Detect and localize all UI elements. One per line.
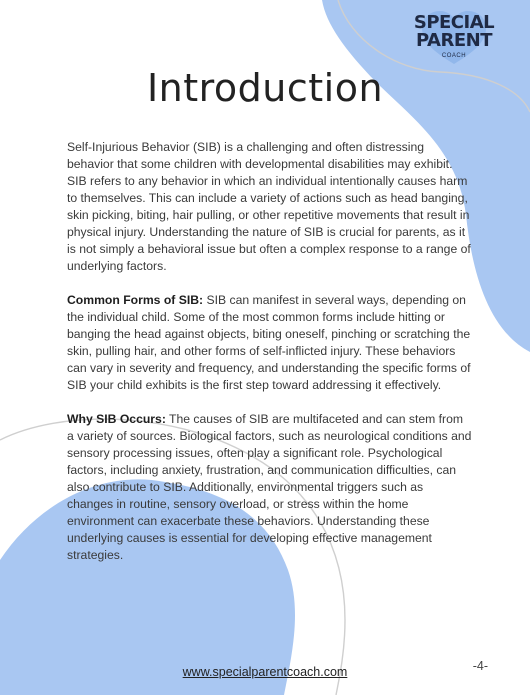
- page-number: -4-: [472, 659, 488, 673]
- logo-line-coach: COACH: [441, 53, 467, 59]
- paragraph-common-forms: [67, 292, 472, 394]
- paragraph-lead: Why SIB Occurs:: [67, 412, 166, 426]
- paragraph-text: Self-Injurious Behavior (SIB) is a challenging and often distressing behavior that some children with developmental disabilities may exhibit. SIB refers to any behavior in which an individual intentionally causes harm to themselves. This can include a variety of actions such as head banging, skin picking, biting, hair pulling, or other repetitive movements that result in physical injury. Understanding the nature of SIB is crucial for parents, as it is not simply a behavioral issue but often a complex response to a range of underlying factors.: [67, 140, 471, 273]
- paragraph-why-occurs: [67, 411, 472, 564]
- paragraph-text: The causes of SIB are multifaceted and can stem from a variety of sources. Biological factors, such as neurological conditions and sensory processing issues, often play a significant role. Psychological factors, including anxiety, frustration, and communication difficulties, can also contribute to SIB. Additionally, environmental triggers such as changes in routine, sensory overload, or stress within the home environment can exacerbate these behaviors. Understanding these underlying causes is essential for developing effective management strategies.: [67, 412, 472, 562]
- logo-line-special: SPECIAL: [413, 12, 495, 33]
- footer-website-link[interactable]: www.specialparentcoach.com: [182, 665, 348, 679]
- page-title: Introduction: [146, 66, 384, 110]
- body-text: [67, 139, 472, 581]
- logo: [408, 8, 500, 68]
- logo-line-parent: PARENT: [416, 30, 492, 51]
- paragraph-lead: Common Forms of SIB:: [67, 293, 204, 307]
- paragraph-intro: [67, 139, 472, 275]
- paragraph-text: SIB can manifest in several ways, depending on the individual child. Some of the most common forms include hitting or banging the head against objects, biting oneself, pinching or scratching the skin, pulling hair, and other forms of self-inflicted injury. These behaviors can vary in severity and frequency, and understanding the specific forms of SIB your child exhibits is the first step toward addressing it effectively.: [67, 293, 471, 392]
